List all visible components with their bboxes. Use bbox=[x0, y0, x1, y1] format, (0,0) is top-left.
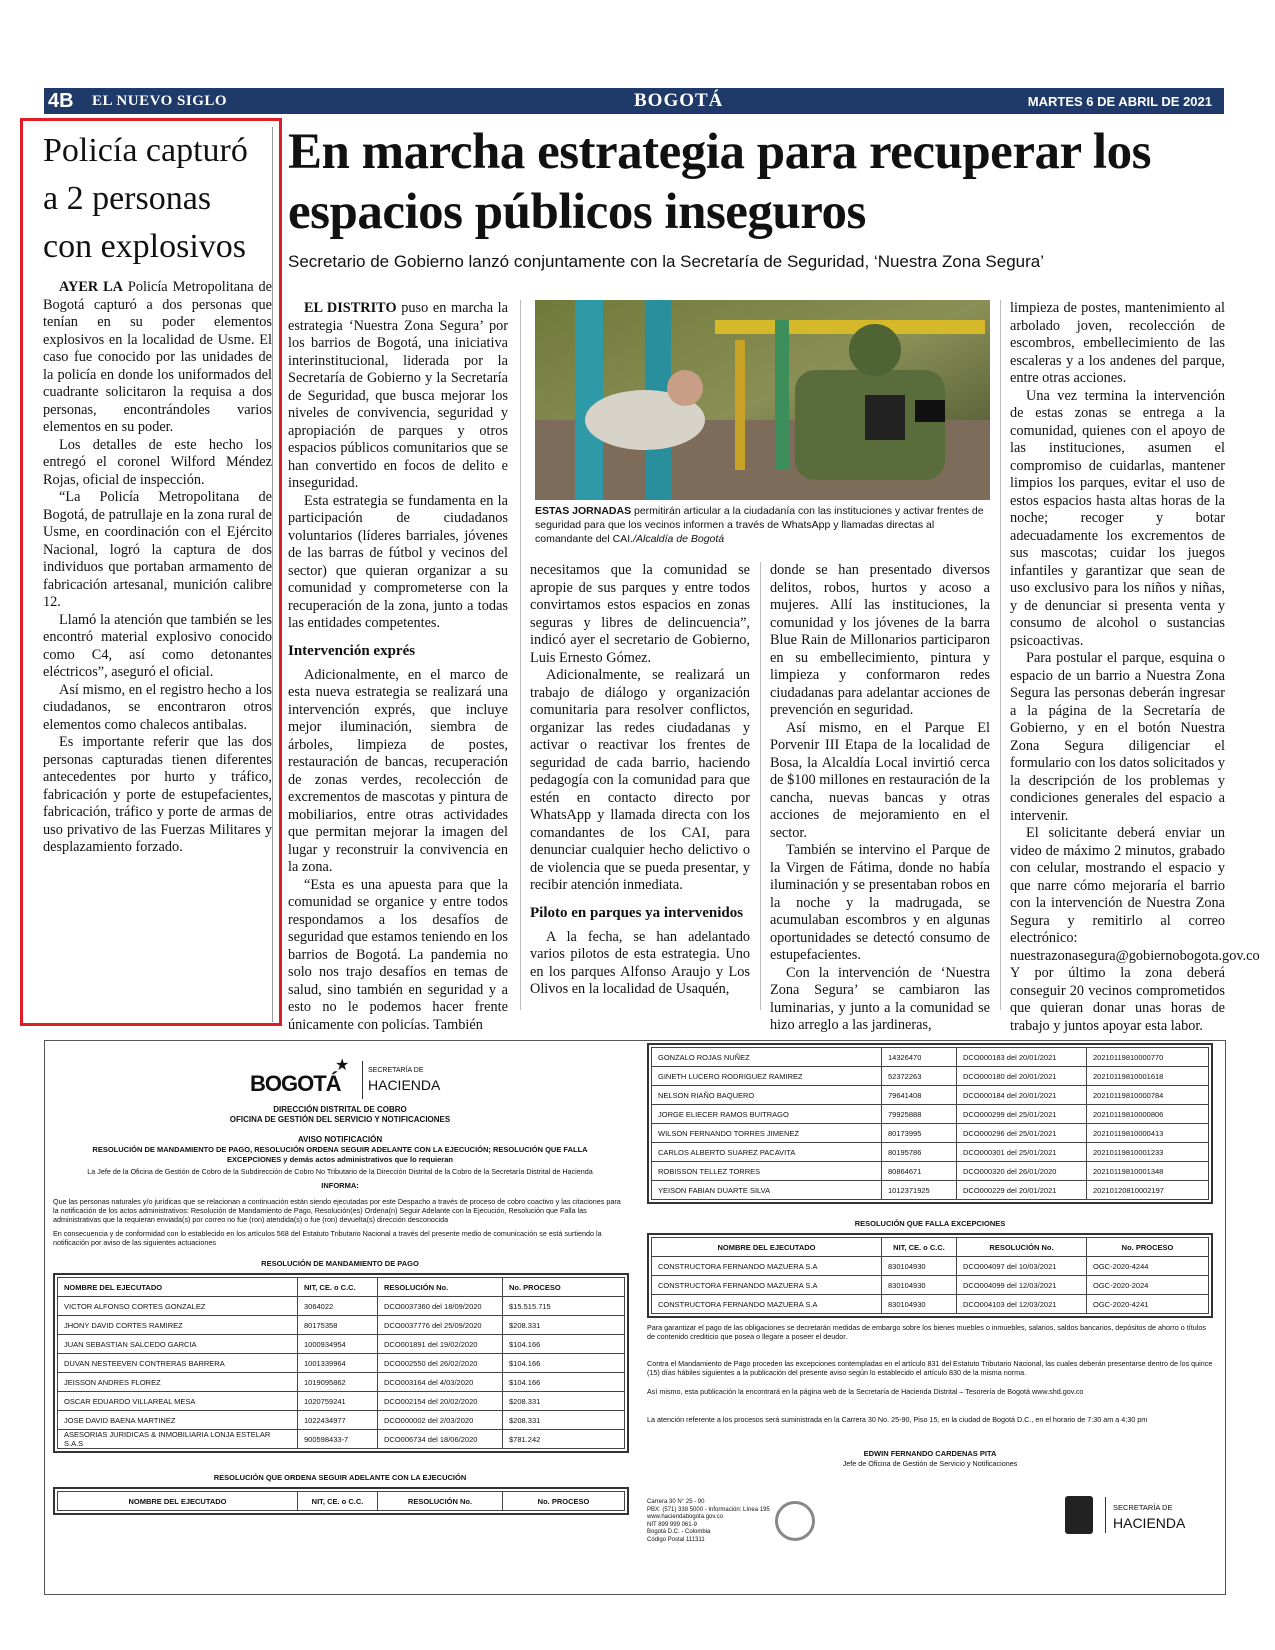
consecuencia-text: En consecuencia y de conformidad con lo establecido en los artículos 568 del Estatuto Tributario Nacional a través del presente medio de comunicación se está surtiendo la notificación por aviso de las siguientes actuaciones bbox=[53, 1229, 602, 1247]
table-cell: DCO000180 del 20/01/2021 bbox=[957, 1067, 1087, 1086]
sidebar-text: Policía Metropolitana de Bogotá capturó a dos personas que tenían en su poder elementos explosivos en la localidad de Usme. El caso fue conocido por las unidades de la policía en donde los uniformados del cuadrante solicitaron la requisa a dos personas, encontrándoles varios elementos en su poder. bbox=[43, 279, 272, 435]
notice-left-panel bbox=[45, 1041, 635, 1594]
table-header-row bbox=[58, 1278, 625, 1297]
article-paragraph: Una vez termina la intervención de estas zonas se entrega a la comunidad, quienes con el apoyo de las instituciones, asumen el compromiso de cuidarlas, mantener limpios los parques, evitar el uso de estos espacios hasta altas horas de la noche; recoger y botar adecuadamente los excrementos de sus mascotas; cuidar los juegos infantiles y garantizar que sean de uso exclusivo para los niños y niñas, y de denunciar si presenta venta y consumo de alcohol o sustancias psicoactivas. bbox=[1010, 387, 1225, 649]
table-cell: JORGE ELIECER RAMOS BUITRAGO bbox=[652, 1105, 882, 1124]
table-cell: OGC-2020-4244 bbox=[1087, 1257, 1209, 1276]
table-row bbox=[652, 1086, 1209, 1105]
table-cell: 20210120810002197 bbox=[1087, 1181, 1209, 1200]
newspaper-name: EL NUEVO SIGLO bbox=[92, 92, 228, 109]
table-cell: DCO000184 del 20/01/2021 bbox=[957, 1086, 1087, 1105]
table-cell: $781.242 bbox=[503, 1430, 625, 1449]
ejecucion-table bbox=[53, 1487, 629, 1515]
table-cell: 1012371925 bbox=[882, 1181, 957, 1200]
table-cell: JEISSON ANDRES FLOREZ bbox=[58, 1373, 298, 1392]
logo-star-icon: ★ bbox=[335, 1057, 350, 1074]
table-cell: 80864671 bbox=[882, 1162, 957, 1181]
section-name: BOGOTÁ bbox=[634, 90, 724, 111]
note-embargo: Para garantizar el pago de las obligaciones se decretarán medidas de embargo sobre los bienes muebles o inmuebles, salarios, saldos bancarios, depósitos de ahorro o títulos de contenido crediticio que posea o llegare a poseer el deudor. bbox=[647, 1323, 1206, 1341]
article-subheadline: Secretario de Gobierno lanzó conjuntamente con la Secretaría de Seguridad, ‘Nuestra Zona Segura’ bbox=[288, 252, 1045, 271]
table-row bbox=[652, 1257, 1209, 1276]
table-cell: CARLOS ALBERTO SUAREZ PACAVITA bbox=[652, 1143, 882, 1162]
notice-directorate bbox=[45, 1105, 635, 1125]
table-row bbox=[58, 1297, 625, 1316]
table-cell: DCO000183 del 20/01/2021 bbox=[957, 1048, 1087, 1067]
table-row bbox=[58, 1335, 625, 1354]
legal-notice-ad bbox=[44, 1040, 1226, 1595]
table-cell: CONSTRUCTORA FERNANDO MAZUERA S.A bbox=[652, 1257, 882, 1276]
col-header: NOMBRE DEL EJECUTADO bbox=[58, 1492, 298, 1511]
table-cell: 1019095862 bbox=[298, 1373, 378, 1392]
sidebar-paragraph: “La Policía Metropolitana de Bogotá, de patrullaje en la zona rural de Usme, en coordinación con el Ejército Nacional, logró la captura de dos individuos que portaban armamento de fabricación artesanal, munición calibre 12. bbox=[43, 489, 272, 610]
article-headline: En marcha estrategia para recuperar los espacios públicos inseguros bbox=[288, 124, 1151, 240]
table-cell: $208.331 bbox=[503, 1392, 625, 1411]
table-cell: $104.166 bbox=[503, 1373, 625, 1392]
table-cell: JUAN SEBASTIAN SALCEDO GARCIA bbox=[58, 1335, 298, 1354]
column-divider bbox=[520, 300, 521, 1010]
table-cell: DCO002550 del 26/02/2020 bbox=[378, 1354, 503, 1373]
table-cell: DCO002154 del 20/02/2020 bbox=[378, 1392, 503, 1411]
table-cell: 900598433-7 bbox=[298, 1430, 378, 1449]
article-subhead: Intervención exprés bbox=[288, 642, 416, 659]
table-cell: 830104930 bbox=[882, 1295, 957, 1314]
table-cell: 20210119810000413 bbox=[1087, 1124, 1209, 1143]
table-header-row bbox=[652, 1238, 1209, 1257]
article-column-4 bbox=[1010, 300, 1260, 1035]
table-cell: 52372263 bbox=[882, 1067, 957, 1086]
table-cell: DCO000002 del 2/03/2020 bbox=[378, 1411, 503, 1430]
contact-line: Código Postal 111311 bbox=[647, 1536, 705, 1543]
table-row bbox=[652, 1162, 1209, 1181]
table-cell: 830104930 bbox=[882, 1276, 957, 1295]
sidebar-column bbox=[43, 127, 273, 1022]
caption-lead: ESTAS JORNADAS bbox=[535, 505, 632, 517]
table-row bbox=[58, 1373, 625, 1392]
table-cell: 1001339964 bbox=[298, 1354, 378, 1373]
table-cell: VICTOR ALFONSO CORTES GONZALEZ bbox=[58, 1297, 298, 1316]
contact-block bbox=[647, 1499, 787, 1544]
certification-seal-icon bbox=[775, 1501, 815, 1541]
mandamiento-table bbox=[53, 1273, 629, 1453]
table-cell: CONSTRUCTORA FERNANDO MAZUERA S.A bbox=[652, 1295, 882, 1314]
table-row bbox=[652, 1295, 1209, 1314]
column-divider bbox=[760, 562, 761, 1010]
resolution-title: RESOLUCIÓN DE MANDAMIENTO DE PAGO, RESOLUCIÓN ORDENA SEGUIR ADELANTE CON LA EJECUCIÓN; RESOLUCIÓN QUE FALLA EXCEPCIONES y demás actos administrativos que lo requieran bbox=[92, 1145, 588, 1164]
article-column-3 bbox=[770, 562, 990, 1035]
article-paragraph: Adicionalmente, se realizará un trabajo de diálogo y organización comunitaria para resolver conflictos, organizar las redes ciudadanas y activar o reactivar los frentes de seguridad de cada barrio, haciendo pedagogía con la comunidad para que estén en contacto directo por WhatsApp y llamada directa con los comandantes de los CAI, para denunciar cualquier hecho delictivo o de violencia que se pueda presentar, y recibir atención inmediata. bbox=[530, 667, 750, 893]
table-cell: OSCAR EDUARDO VILLAREAL MESA bbox=[58, 1392, 298, 1411]
table-cell: DCO004097 del 10/03/2021 bbox=[957, 1257, 1087, 1276]
article-paragraph: necesitamos que la comunidad se apropie de sus parques y entre todos convirtamos estos espacios en zonas seguras y libres de delincuencia”, indicó ayer el secretario de Gobierno, Luis Ernesto Gómez. bbox=[530, 562, 750, 666]
table-cell: 80173995 bbox=[882, 1124, 957, 1143]
sidebar-story bbox=[20, 118, 282, 1026]
city-shield-icon bbox=[1065, 1496, 1093, 1534]
col-header: NIT, CE. o C.C. bbox=[298, 1278, 378, 1297]
table-cell: $104.166 bbox=[503, 1354, 625, 1373]
note-web: Así mismo, esta publicación la encontrará en la página web de la Secretaría de Hacienda Distrital – Tesorería de Bogotá www.shd.gov.co bbox=[647, 1387, 1084, 1396]
table-cell: YEISON FABIAN DUARTE SILVA bbox=[652, 1181, 882, 1200]
table-row bbox=[652, 1105, 1209, 1124]
informa-heading: INFORMA: bbox=[321, 1181, 359, 1190]
note-atencion: La atención referente a los procesos será suministrada en la Carrera 30 No. 25-90, Piso 15, en la ciudad de Bogotá D.C., en el horario de 7:30 am a 4:30 pm bbox=[647, 1415, 1148, 1424]
table-cell: DCO001891 del 19/02/2020 bbox=[378, 1335, 503, 1354]
table-cell: 79925888 bbox=[882, 1105, 957, 1124]
article-paragraph: limpieza de postes, mantenimiento al arbolado joven, recolección de escombros, embellecimiento de las escaleras y a los andenes del parque, entre otras acciones. bbox=[1010, 300, 1225, 386]
col-header: No. PROCESO bbox=[503, 1278, 625, 1297]
issue-date: MARTES 6 DE ABRIL DE 2021 bbox=[1027, 93, 1212, 109]
table-1-title: RESOLUCIÓN DE MANDAMIENTO DE PAGO bbox=[261, 1259, 419, 1268]
table-cell: $208.331 bbox=[503, 1411, 625, 1430]
table-cell: 1020759241 bbox=[298, 1392, 378, 1411]
article-column-1 bbox=[288, 300, 508, 1034]
table-cell: 20210119810000806 bbox=[1087, 1105, 1209, 1124]
notice-right-panel bbox=[635, 1041, 1225, 1594]
informa-text: Que las personas naturales y/o jurídicas que se relacionan a continuación están siendo ejecutadas por este Despacho a través de proceso de cobro coactivo y las citaciones para la notificación de los actos administrativos: Resolución de Mandamiento de Pago, Resolución(es) Ordena(n) Seguir Adelante con la Ejecución, Resolución que Falla las administrativas que la requieran enviada(s) por correo no fue (ron) atendida(s) o fue (ron) devuelta(s) dirección desconocida bbox=[53, 1197, 621, 1224]
table-cell: OGC-2020-2024 bbox=[1087, 1276, 1209, 1295]
table-row bbox=[58, 1316, 625, 1335]
table-cell: 1000934954 bbox=[298, 1335, 378, 1354]
logo-sub2: HACIENDA bbox=[368, 1077, 441, 1093]
contact-line: PBX: (571) 338 5000 - Información: Línea 195 bbox=[647, 1506, 770, 1513]
table-cell: CONSTRUCTORA FERNANDO MAZUERA S.A bbox=[652, 1276, 882, 1295]
table-cell: DCO006734 del 18/06/2020 bbox=[378, 1430, 503, 1449]
table-cell: 3064022 bbox=[298, 1297, 378, 1316]
table-cell: 14326470 bbox=[882, 1048, 957, 1067]
logo-bogota: BOGOTÁ bbox=[250, 1071, 341, 1096]
table-cell: 79641408 bbox=[882, 1086, 957, 1105]
article-photo bbox=[535, 300, 990, 500]
article-paragraph: “Esta es una apuesta para que la comunidad se organice y entre todos respondamos a los desafíos de seguridad que estamos teniendo en los barrios de Bogotá. La pandemia no solo nos trajo desafíos en temas de salud, sino también en seguridad y a esto no le podemos hacer frente únicamente con policías. También bbox=[288, 876, 508, 1033]
table-cell: 20210119810001348 bbox=[1087, 1162, 1209, 1181]
article-paragraph: Esta estrategia se fundamenta en la participación de ciudadanos voluntarios (líderes barriales, jóvenes de las barras de fútbol y vecinos del sector) que quieran organizar a su comunidad y comprometerse con la recuperación de la zona, junto a todas las entidades competentes. bbox=[288, 492, 508, 631]
contact-line: Carrera 30 N° 25 - 90 bbox=[647, 1499, 705, 1505]
table-cell: $208.331 bbox=[503, 1316, 625, 1335]
table-cell: NELSON RIAÑO BAQUERO bbox=[652, 1086, 882, 1105]
table-row bbox=[652, 1067, 1209, 1086]
table-cell: DCO0037360 del 18/09/2020 bbox=[378, 1297, 503, 1316]
footer-logo-sub2: HACIENDA bbox=[1113, 1515, 1186, 1531]
table-row bbox=[652, 1143, 1209, 1162]
sidebar-paragraph bbox=[43, 279, 272, 437]
photo-illustration bbox=[535, 300, 990, 500]
table-cell: GINETH LUCERO RODRIGUEZ RAMIREZ bbox=[652, 1067, 882, 1086]
table-cell: DCO003164 del 4/03/2020 bbox=[378, 1373, 503, 1392]
table-row bbox=[58, 1392, 625, 1411]
table-row bbox=[652, 1124, 1209, 1143]
sidebar-paragraph: Llamó la atención que también se les encontró material explosivo conocido como C4, así como detonantes eléctricos”, aseguró el oficial. bbox=[43, 611, 272, 680]
directorate-line-2: OFICINA DE GESTIÓN DEL SERVICIO Y NOTIFICACIONES bbox=[229, 1115, 451, 1124]
sidebar-paragraph: Los detalles de este hecho los entregó el coronel Wilford Méndez Rojas, oficial de inspección. bbox=[43, 436, 272, 488]
hacienda-logo bbox=[250, 1053, 450, 1103]
table-cell: WILSON FERNANDO TORRES JIMENEZ bbox=[652, 1124, 882, 1143]
article-paragraph: Para postular el parque, esquina o espacio de un barrio a Nuestra Zona Segura las personas deberán ingresar a la página de la Secretaría de Gobierno, y en el botón Nuestra Zona Segura diligenciar el formulario con los datos solicitados y la descripción de los problemas y condiciones generales del espacio a intervenir. bbox=[1010, 650, 1225, 824]
excepciones-table bbox=[647, 1233, 1213, 1318]
jefe-line: La Jefe de la Oficina de Gestión de Cobro de la Subdirección de Cobro No Tributario de la Dirección Distrital de la Cobro de la Secretaría Distrital de Hacienda bbox=[87, 1167, 593, 1176]
table-row bbox=[652, 1276, 1209, 1295]
article-paragraph: donde se han presentado diversos delitos, robos, hurtos y acoso a mujeres. Allí las instituciones, la comunidad y los jóvenes de la barra Blue Rain de Millonarios participaron en su embellecimiento, pintura y limpieza y conformaron redes ciudadanas para adelantar acciones de prevención en seguridad. bbox=[770, 562, 990, 718]
table-cell: 20210119810000784 bbox=[1087, 1086, 1209, 1105]
note-excepciones: Contra el Mandamiento de Pago proceden las excepciones contempladas en el artículo 831 del Estatuto Tributario Nacional, las cuales deberán presentarse dentro de los quince (15) días hábiles siguientes a la publicación del presente aviso según lo establecido el artículo 830 de la misma norma. bbox=[647, 1359, 1213, 1377]
table-header-row bbox=[58, 1492, 625, 1511]
directorate-line-1: DIRECCIÓN DISTRITAL DE COBRO bbox=[273, 1105, 407, 1114]
col-header: NOMBRE DEL EJECUTADO bbox=[652, 1238, 882, 1257]
table-cell: DCO000296 del 25/01/2021 bbox=[957, 1124, 1087, 1143]
contact-line: Bogotá D.C. - Colombia bbox=[647, 1529, 711, 1535]
table-cell: DCO000320 del 26/01/2020 bbox=[957, 1162, 1087, 1181]
caption-text: permitirán articular a la ciudadanía con las instituciones y activar frentes de seguridad para que los vecinos informen a través de WhatsApp y llamadas directas al comandante del CAI. bbox=[535, 505, 984, 545]
table-cell: JOSE DAVID BAENA MARTINEZ bbox=[58, 1411, 298, 1430]
col-header: No. PROCESO bbox=[503, 1492, 625, 1511]
contact-line: www.haciendabogota.gov.co bbox=[647, 1514, 723, 1520]
article-paragraph: Con la intervención de ‘Nuestra Zona Segura’ se cambiaron las luminarias, y junto a la comunidad se hizo arreglo a las jardineras, bbox=[770, 964, 990, 1033]
col-header: NOMBRE DEL EJECUTADO bbox=[58, 1278, 298, 1297]
signer-role: Jefe de Oficina de Gestión de Servicio y Notificaciones bbox=[842, 1459, 1018, 1468]
table-row bbox=[58, 1354, 625, 1373]
table-row bbox=[652, 1181, 1209, 1200]
table-cell: 830104930 bbox=[882, 1257, 957, 1276]
contact-line: NIT 899 999 061-9 bbox=[647, 1521, 697, 1528]
page-header bbox=[44, 88, 1224, 114]
article-column-2 bbox=[530, 562, 750, 999]
table-cell: 20210119810001233 bbox=[1087, 1143, 1209, 1162]
table-4-title: RESOLUCIÓN QUE FALLA EXCEPCIONES bbox=[854, 1219, 1006, 1228]
page-number: 4B bbox=[48, 89, 74, 112]
col-header: No. PROCESO bbox=[1087, 1238, 1209, 1257]
table-cell: DCO004103 del 12/03/2021 bbox=[957, 1295, 1087, 1314]
aviso-title: AVISO NOTIFICACIÓN bbox=[297, 1135, 383, 1144]
column-divider bbox=[1000, 300, 1001, 1010]
table-cell: JHONY DAVID CORTES RAMIREZ bbox=[58, 1316, 298, 1335]
table-cell: 80175358 bbox=[298, 1316, 378, 1335]
table-cell: GONZALO ROJAS NUÑEZ bbox=[652, 1048, 882, 1067]
table-cell: 20210119810001618 bbox=[1087, 1067, 1209, 1086]
table-row bbox=[58, 1411, 625, 1430]
table-cell: $104.166 bbox=[503, 1335, 625, 1354]
table-cell: 1022434977 bbox=[298, 1411, 378, 1430]
table-cell: OGC-2020-4241 bbox=[1087, 1295, 1209, 1314]
table-cell: 80195786 bbox=[882, 1143, 957, 1162]
table-row bbox=[58, 1430, 625, 1449]
article-lead: EL DISTRITO bbox=[304, 300, 397, 316]
caption-credit: /Alcaldía de Bogotá bbox=[633, 533, 725, 545]
article-paragraph: También se intervino el Parque de la Virgen de Fátima, donde no había iluminación y se presentaban robos en la noche y la madrugada, se acumulaban escombros y en algunas oportunidades se detectó consumo de estupefacientes. bbox=[770, 842, 990, 963]
col-header: NIT, CE. o C.C. bbox=[298, 1492, 378, 1511]
article-text: puso en marcha la estrategia ‘Nuestra Zona Segura’ por los barrios de Bogotá, una iniciativa interinstitucional, liderada por la Secretaría de Gobierno y la Secretaría de Seguridad, que busca mejorar los niveles de convivencia, seguridad y apropiación de parques y otros espacios públicos comunitarios que se han convertido en focos de delito e inseguridad. bbox=[288, 300, 508, 491]
col-header: NIT, CE. o C.C. bbox=[882, 1238, 957, 1257]
sidebar-title: Policía capturó a 2 personas con explosivos bbox=[43, 132, 248, 265]
table-cell: DCO0037776 del 25/09/2020 bbox=[378, 1316, 503, 1335]
table-cell: DCO004099 del 12/03/2021 bbox=[957, 1276, 1087, 1295]
logo-sub1: SECRETARÍA DE bbox=[368, 1067, 424, 1074]
sidebar-paragraph: Así mismo, en el registro hecho a los ciudadanos, se encontraron otros elementos como chalecos antibalas. bbox=[43, 681, 272, 733]
table-cell: DCO000229 del 20/01/2021 bbox=[957, 1181, 1087, 1200]
ejecucion-list-table bbox=[647, 1043, 1213, 1204]
article-paragraph bbox=[288, 300, 508, 493]
table-cell: ASESORIAS JURIDICAS & INMOBILIARIA LONJA ESTELAR S.A.S bbox=[58, 1430, 298, 1449]
footer-logo-divider bbox=[1105, 1497, 1106, 1533]
table-cell: ROBISSON TELLEZ TORRES bbox=[652, 1162, 882, 1181]
article-subhead: Piloto en parques ya intervenidos bbox=[530, 904, 744, 921]
article-paragraph: El solicitante deberá enviar un video de máximo 2 minutos, grabado con celular, mostrando el espacio y que narre cómo mejoraría el barrio con la intervención de Nuestra Zona Segura y remitirlo al correo electrónico: nuestrazonasegura@gobiernobogota.gov.co Y por último la zona deberá conseguir 20 vecinos comprometidos que quieran donar unas horas de trabajo y juntos apoyar esta labor. bbox=[1010, 825, 1260, 1034]
table-2-title: RESOLUCIÓN QUE ORDENA SEGUIR ADELANTE CON LA EJECUCIÓN bbox=[213, 1473, 467, 1482]
table-cell: 20210119810000770 bbox=[1087, 1048, 1209, 1067]
col-header: RESOLUCIÓN No. bbox=[957, 1238, 1087, 1257]
table-cell: DCO000301 del 25/01/2021 bbox=[957, 1143, 1087, 1162]
table-cell: DCO000299 del 25/01/2021 bbox=[957, 1105, 1087, 1124]
table-cell: $15.515.715 bbox=[503, 1297, 625, 1316]
article-paragraph: Adicionalmente, en el marco de esta nueva estrategia se realizará una intervención exprés, que incluye mejor iluminación, siembra de árboles, limpieza de postes, restauración de bancas, recuperación de zonas verdes, recolección de excrementos de mascotas y pintura de mobiliarios, entre otras actividades que permitan mejorar la imagen del lugar y reconstruir la convivencia en la zona. bbox=[288, 666, 508, 875]
col-header: RESOLUCIÓN No. bbox=[378, 1492, 503, 1511]
article-paragraph: Así mismo, en el Parque El Porvenir III Etapa de la localidad de Bosa, la Alcaldía Local invirtió cerca de $100 millones en restauración de la cancha, nuevas bancas y otras acciones de mejoramiento en el sector. bbox=[770, 719, 990, 841]
table-row bbox=[652, 1048, 1209, 1067]
sidebar-lead: AYER LA bbox=[59, 279, 123, 295]
table-cell: DUVAN NESTEEVEN CONTRERAS BARRERA bbox=[58, 1354, 298, 1373]
photo-caption bbox=[535, 504, 990, 546]
col-header: RESOLUCIÓN No. bbox=[378, 1278, 503, 1297]
sidebar-paragraph: Es importante referir que las dos personas capturadas tienen diferentes antecedentes por hurto y tráfico, fabricación y porte de estupefacientes, fabricación, tráfico y porte de armas de uso privativo de las Fuerzas Militares y desplazamiento forzado. bbox=[43, 734, 272, 855]
logo-divider bbox=[362, 1061, 363, 1099]
signer-name: EDWIN FERNANDO CARDENAS PITA bbox=[863, 1449, 997, 1458]
footer-logo-sub1: SECRETARÍA DE bbox=[1113, 1503, 1173, 1512]
article-paragraph: A la fecha, se han adelantado varios pilotos de esta estrategia. Uno en los parques Alfonso Araujo y Los Olivos en la localidad de Usaquén, bbox=[530, 928, 750, 997]
